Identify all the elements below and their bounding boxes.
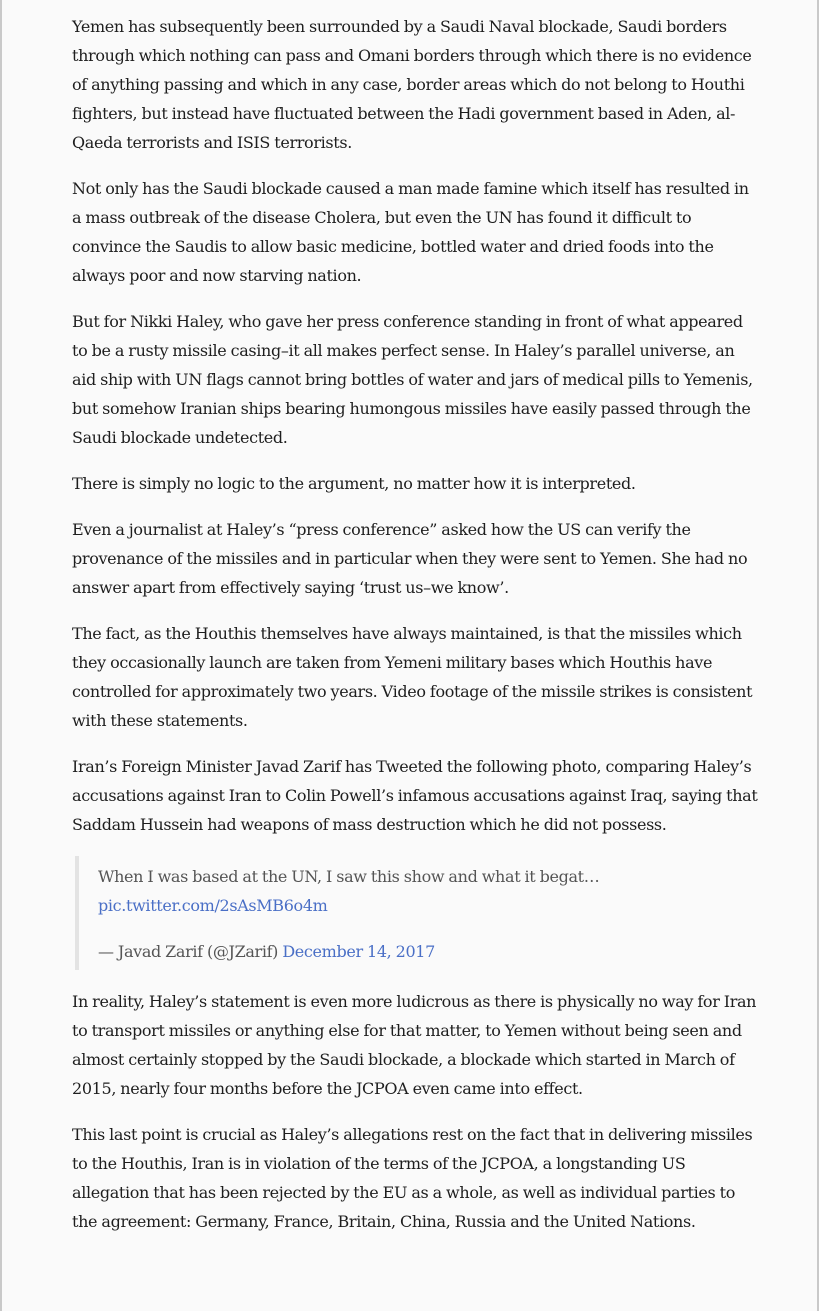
- tweet-body: When I was based at the UN, I saw this show and what it begat…: [98, 867, 600, 886]
- paragraph-blockade: Yemen has subsequently been surrounded by a Saudi Naval blockade, Saudi borders through which nothing can pass and Omani borders through which there is no evidence of anything passing and which in any case, border areas which do not belong to Houthi fighters, but instead have fluctuated between the Hadi government based in Aden, al-Qaeda terrorists and ISIS terrorists.: [72, 17, 752, 152]
- article-body: [72, 12, 762, 1253]
- tweet-author: — Javad Zarif (@JZarif): [98, 942, 283, 961]
- tweet-pic-link[interactable]: pic.twitter.com/2sAsMB6o4m: [98, 896, 328, 915]
- paragraph-no-logic: There is simply no logic to the argument, no matter how it is interpreted.: [72, 474, 636, 493]
- paragraph-haley-press-conference: But for Nikki Haley, who gave her press conference standing in front of what appeared to be a rusty missile casing–it all makes perfect sense. In Haley’s parallel universe, an aid ship with UN flags cannot bring bottles of water and jars of medical pills to Yemenis, but somehow Iranian ships bearing humongous missiles have easily passed through the Saudi blockade undetected.: [72, 312, 753, 447]
- paragraph-houthis-fact: The fact, as the Houthis themselves have always maintained, is that the missiles which they occasionally launch are taken from Yemeni military bases which Houthis have controlled for approximately two years. Video footage of the missile strikes is consistent with these statements.: [72, 624, 753, 730]
- tweet-text: [98, 862, 762, 920]
- paragraph-zarif-tweet-intro: Iran’s Foreign Minister Javad Zarif has Tweeted the following photo, comparing Haley’s accusations against Iran to Colin Powell’s infamous accusations against Iraq, saying that Saddam Hussein had weapons of mass destruction which he did not possess.: [72, 757, 758, 834]
- embedded-tweet-quote: [75, 856, 762, 970]
- paragraph-in-reality: In reality, Haley’s statement is even more ludicrous as there is physically no way for Iran to transport missiles or anything else for that matter, to Yemen without being seen and almost certainly stopped by the Saudi blockade, a blockade which started in March of 2015, nearly four months before the JCPOA even came into effect.: [72, 992, 757, 1098]
- tweet-date-link[interactable]: December 14, 2017: [282, 942, 435, 961]
- paragraph-jcpoa: This last point is crucial as Haley’s allegations rest on the fact that in delivering missiles to the Houthis, Iran is in violation of the terms of the JCPOA, a longstanding US allegation that has been rejected by the EU as a whole, as well as individual parties to the agreement: Germany, France, Britain, China, Russia and the United Nations.: [72, 1125, 753, 1231]
- paragraph-journalist: Even a journalist at Haley’s “press conference” asked how the US can verify the provenance of the missiles and in particular when they were sent to Yemen. She had no answer apart from effectively saying ‘trust us–we know’.: [72, 520, 748, 597]
- tweet-attribution: [98, 937, 762, 966]
- paragraph-famine: Not only has the Saudi blockade caused a man made famine which itself has resulted in a mass outbreak of the disease Cholera, but even the UN has found it difficult to convince the Saudis to allow basic medicine, bottled water and dried foods into the always poor and now starving nation.: [72, 179, 749, 285]
